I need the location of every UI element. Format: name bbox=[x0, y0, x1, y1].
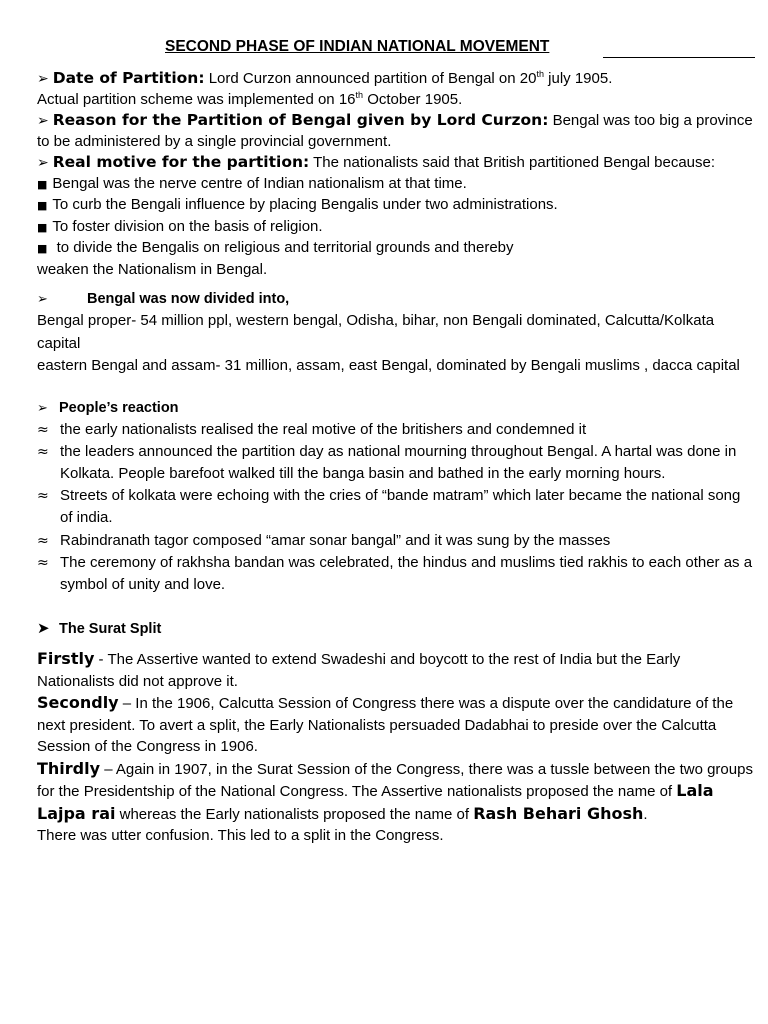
surat-heading-row bbox=[37, 618, 757, 640]
square-bullet-icon: ■ bbox=[37, 242, 48, 255]
thirdly-text: whereas the Early nationalists proposed the name of bbox=[115, 805, 474, 823]
reaction-heading: People’s reaction bbox=[59, 399, 179, 416]
date-text: October 1905. bbox=[363, 90, 463, 108]
square-bullet-icon: ■ bbox=[37, 199, 48, 212]
approx-bullet-icon: ≈ bbox=[37, 532, 49, 549]
bullet-text: Bengal was the nerve centre of Indian nationalism at that time. bbox=[52, 174, 467, 192]
list-item-text: The ceremony of rakhsha bandan was celebrated, the hindus and muslims tied rakhis to each other as a symbol of unity and love. bbox=[60, 553, 753, 593]
reason-paragraph bbox=[37, 110, 757, 152]
superscript: th bbox=[355, 89, 364, 100]
page-title: SECOND PHASE OF INDIAN NATIONAL MOVEMENT bbox=[165, 38, 550, 55]
date-text: july 1905. bbox=[543, 70, 613, 87]
list-item bbox=[37, 552, 757, 596]
division-line-1: Bengal proper- 54 million ppl, western bengal, Odisha, bihar, non Bengali dominated, Calcutta/Kolkata capital bbox=[37, 312, 715, 352]
list-item bbox=[37, 419, 757, 441]
firstly-paragraph bbox=[37, 648, 757, 692]
arrow-bullet-icon: ➢ bbox=[37, 113, 49, 129]
reaction-heading-row bbox=[37, 398, 757, 419]
motive-bullet bbox=[37, 174, 757, 196]
list-item bbox=[37, 485, 757, 529]
date-of-partition-paragraph bbox=[37, 68, 757, 110]
superscript: th bbox=[536, 69, 544, 79]
thirdly-paragraph bbox=[37, 758, 757, 826]
approx-bullet-icon: ≈ bbox=[37, 554, 49, 571]
motive-label: Real motive for the partition: bbox=[52, 153, 310, 171]
secondly-text: – In the 1906, Calcutta Session of Congress there was a dispute over the candidature of the next president. To avert a split, the Early Nationalists persuaded Dadabhai to preside over the Calcutta Session of the Congress in 1906. bbox=[37, 695, 734, 756]
list-item bbox=[37, 530, 757, 552]
approx-bullet-icon: ≈ bbox=[37, 488, 49, 505]
surat-heading: The Surat Split bbox=[59, 621, 162, 638]
list-item-text: the leaders announced the partition day as national mourning throughout Bengal. A hartal was done in Kolkata. People barefoot walked till the banga basin and bathed in the early morning hours. bbox=[60, 442, 737, 482]
firstly-text: - The Assertive wanted to extend Swadeshi and boycott to the rest of India but the Early Nationalists did not approve it. bbox=[37, 651, 681, 690]
motive-bullet bbox=[37, 195, 757, 217]
firstly-label: Firstly bbox=[37, 649, 95, 669]
name-lala-lajpa-rai: Lala Lajpa rai bbox=[37, 781, 714, 823]
square-bullet-icon: ■ bbox=[37, 177, 48, 191]
thirdly-text: – Again in 1907, in the Surat Session of the Congress, there was a tussle between the two groups for the Presidentship of the National Congress. The Assertive nationalists proposed the name of bbox=[37, 760, 753, 801]
arrow-bullet-icon: ➢ bbox=[37, 155, 49, 171]
approx-bullet-icon: ≈ bbox=[37, 443, 49, 460]
division-heading: Bengal was now divided into, bbox=[87, 291, 290, 307]
thirdly-text: . bbox=[643, 805, 648, 823]
document-page bbox=[37, 36, 757, 847]
division-heading-row bbox=[37, 289, 757, 310]
name-rash-behari-ghosh: Rash Behari Ghosh bbox=[473, 803, 644, 823]
motive-paragraph bbox=[37, 152, 757, 174]
conclusion-paragraph: There was utter confusion. This led to a split in the Congress. bbox=[37, 827, 444, 845]
reason-label: Reason for the Partition of Bengal given by Lord Curzon: bbox=[52, 111, 549, 129]
date-label: Date of Partition: bbox=[52, 69, 205, 87]
reason-text: Bengal was too big a province to be administered by a single provincial government. bbox=[37, 112, 753, 150]
bullet-continuation: weaken the Nationalism in Bengal. bbox=[37, 260, 268, 278]
secondly-paragraph bbox=[37, 692, 757, 758]
arrow-bullet-icon: ➢ bbox=[37, 71, 49, 87]
motive-bullet bbox=[37, 217, 757, 239]
division-line-2: eastern Bengal and assam- 31 million, assam, east Bengal, dominated by Bengali muslims , dacca capital bbox=[37, 357, 740, 374]
approx-bullet-icon: ≈ bbox=[37, 421, 49, 438]
arrowhead-bullet-icon: ➢ bbox=[37, 292, 48, 307]
bullet-text: to divide the Bengalis on religious and territorial grounds and thereby bbox=[52, 239, 514, 256]
date-text: Lord Curzon announced partition of Bengal on 20 bbox=[208, 70, 537, 87]
reaction-list bbox=[37, 419, 757, 597]
square-bullet-icon: ■ bbox=[37, 220, 48, 234]
list-item-text: Rabindranath tagor composed “amar sonar bangal” and it was sung by the masses bbox=[60, 531, 611, 549]
arrowhead-bullet-icon: ➢ bbox=[37, 400, 48, 416]
secondly-label: Secondly bbox=[37, 693, 119, 713]
title-underline bbox=[603, 57, 755, 58]
list-item-text: the early nationalists realised the real motive of the britishers and condemned it bbox=[60, 420, 587, 438]
title-row bbox=[37, 36, 757, 60]
list-item bbox=[37, 441, 757, 485]
thirdly-label: Thirdly bbox=[37, 758, 101, 778]
date-text: Actual partition scheme was implemented on 16 bbox=[37, 90, 356, 108]
bullet-text: To curb the Bengali influence by placing Bengalis under two administrations. bbox=[52, 196, 558, 213]
bullet-text: To foster division on the basis of religion. bbox=[52, 217, 323, 235]
motive-text: The nationalists said that British partitioned Bengal because: bbox=[313, 154, 716, 171]
list-item-text: Streets of kolkata were echoing with the cries of “bande matram” which later became the national song of india. bbox=[60, 487, 741, 527]
motive-bullet bbox=[37, 238, 757, 260]
arrowhead-bullet-icon: ➤ bbox=[37, 619, 50, 638]
